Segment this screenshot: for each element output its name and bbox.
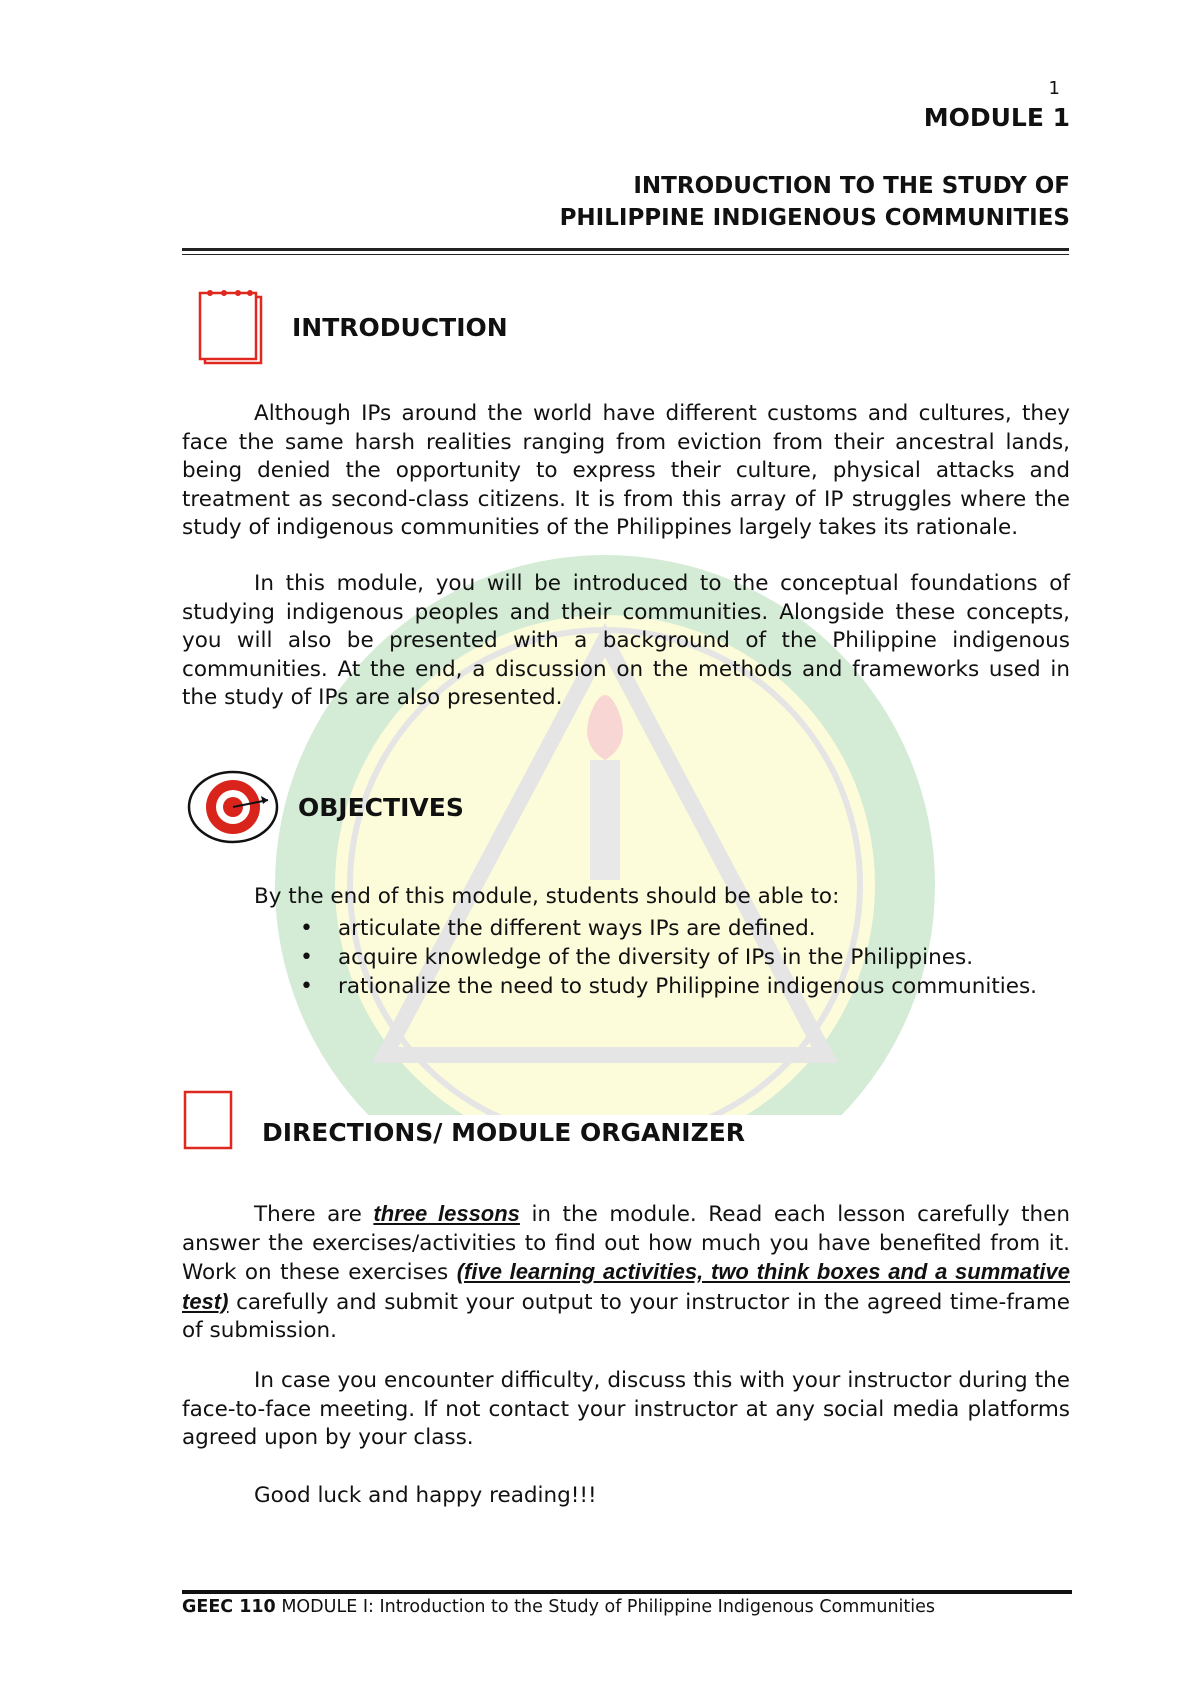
header-divider [182,248,1069,255]
module-label: MODULE 1 [923,103,1070,132]
module-title-line-2: PHILIPPINE INDIGENOUS COMMUNITIES [559,205,1070,231]
notepad-icon [196,288,266,368]
directions-text-b: in the module. Read each lesson carefully then answer the exercises/activities to find out how much you have benefited from it. Work on these exercises [182,1202,1070,1285]
directions-closing: Good luck and happy reading!!! [254,1483,597,1508]
introduction-paragraph-2: In this module, you will be introduced to the conceptual foundations of studying indigenous peoples and their communities. Alongside these concepts, you will also be presented with a background of the Philippine indigenous communities. At the end, a discussion on the methods and frameworks used in the study of IPs are also presented. [182,571,1070,710]
directions-paragraph-1 [182,1200,1070,1346]
footer-course-code: GEEC 110 [182,1597,276,1617]
introduction-paragraph-1: Although IPs around the world have different customs and cultures, they face the same harsh realities ranging from eviction from their ancestral lands, being denied the opportunity to express their culture, physical attacks and treatment as second-class citizens. It is from this array of IP struggles where the study of indigenous communities of the Philippines largely takes its rationale. [182,401,1070,540]
objectives-lead: By the end of this module, students should be able to: [254,884,840,909]
directions-heading: DIRECTIONS/ MODULE ORGANIZER [262,1118,746,1147]
target-icon [186,770,280,844]
directions-text-c: carefully and submit your output to your instructor in the agreed time-frame of submission. [182,1289,1070,1343]
page-footer [182,1597,935,1617]
module-title [560,170,1070,234]
module-title-line-1: INTRODUCTION TO THE STUDY OF [633,173,1070,199]
introduction-heading: INTRODUCTION [292,313,508,342]
square-icon [183,1090,235,1152]
directions-emphasis-lessons: three lessons [373,1201,520,1226]
footer-divider [182,1590,1072,1594]
objectives-list [300,914,1070,1001]
objective-item: • articulate the different ways IPs are defined. [300,914,1070,943]
objectives-heading: OBJECTIVES [298,793,464,822]
directions-emphasis-activities: (five learning activities, two think boxes and a summative test) [182,1259,1070,1314]
directions-text-a: There are [254,1202,374,1227]
directions-paragraph-2: In case you encounter difficulty, discuss this with your instructor during the face-to-face meeting. If not contact your instructor at any social media platforms agreed upon by your class. [182,1368,1070,1450]
page-number: 1 [1048,78,1060,99]
footer-text: MODULE I: Introduction to the Study of Philippine Indigenous Communities [275,1597,935,1617]
objective-item: • rationalize the need to study Philippine indigenous communities. [300,972,1070,1001]
objective-item: • acquire knowledge of the diversity of IPs in the Philippines. [300,943,1070,972]
